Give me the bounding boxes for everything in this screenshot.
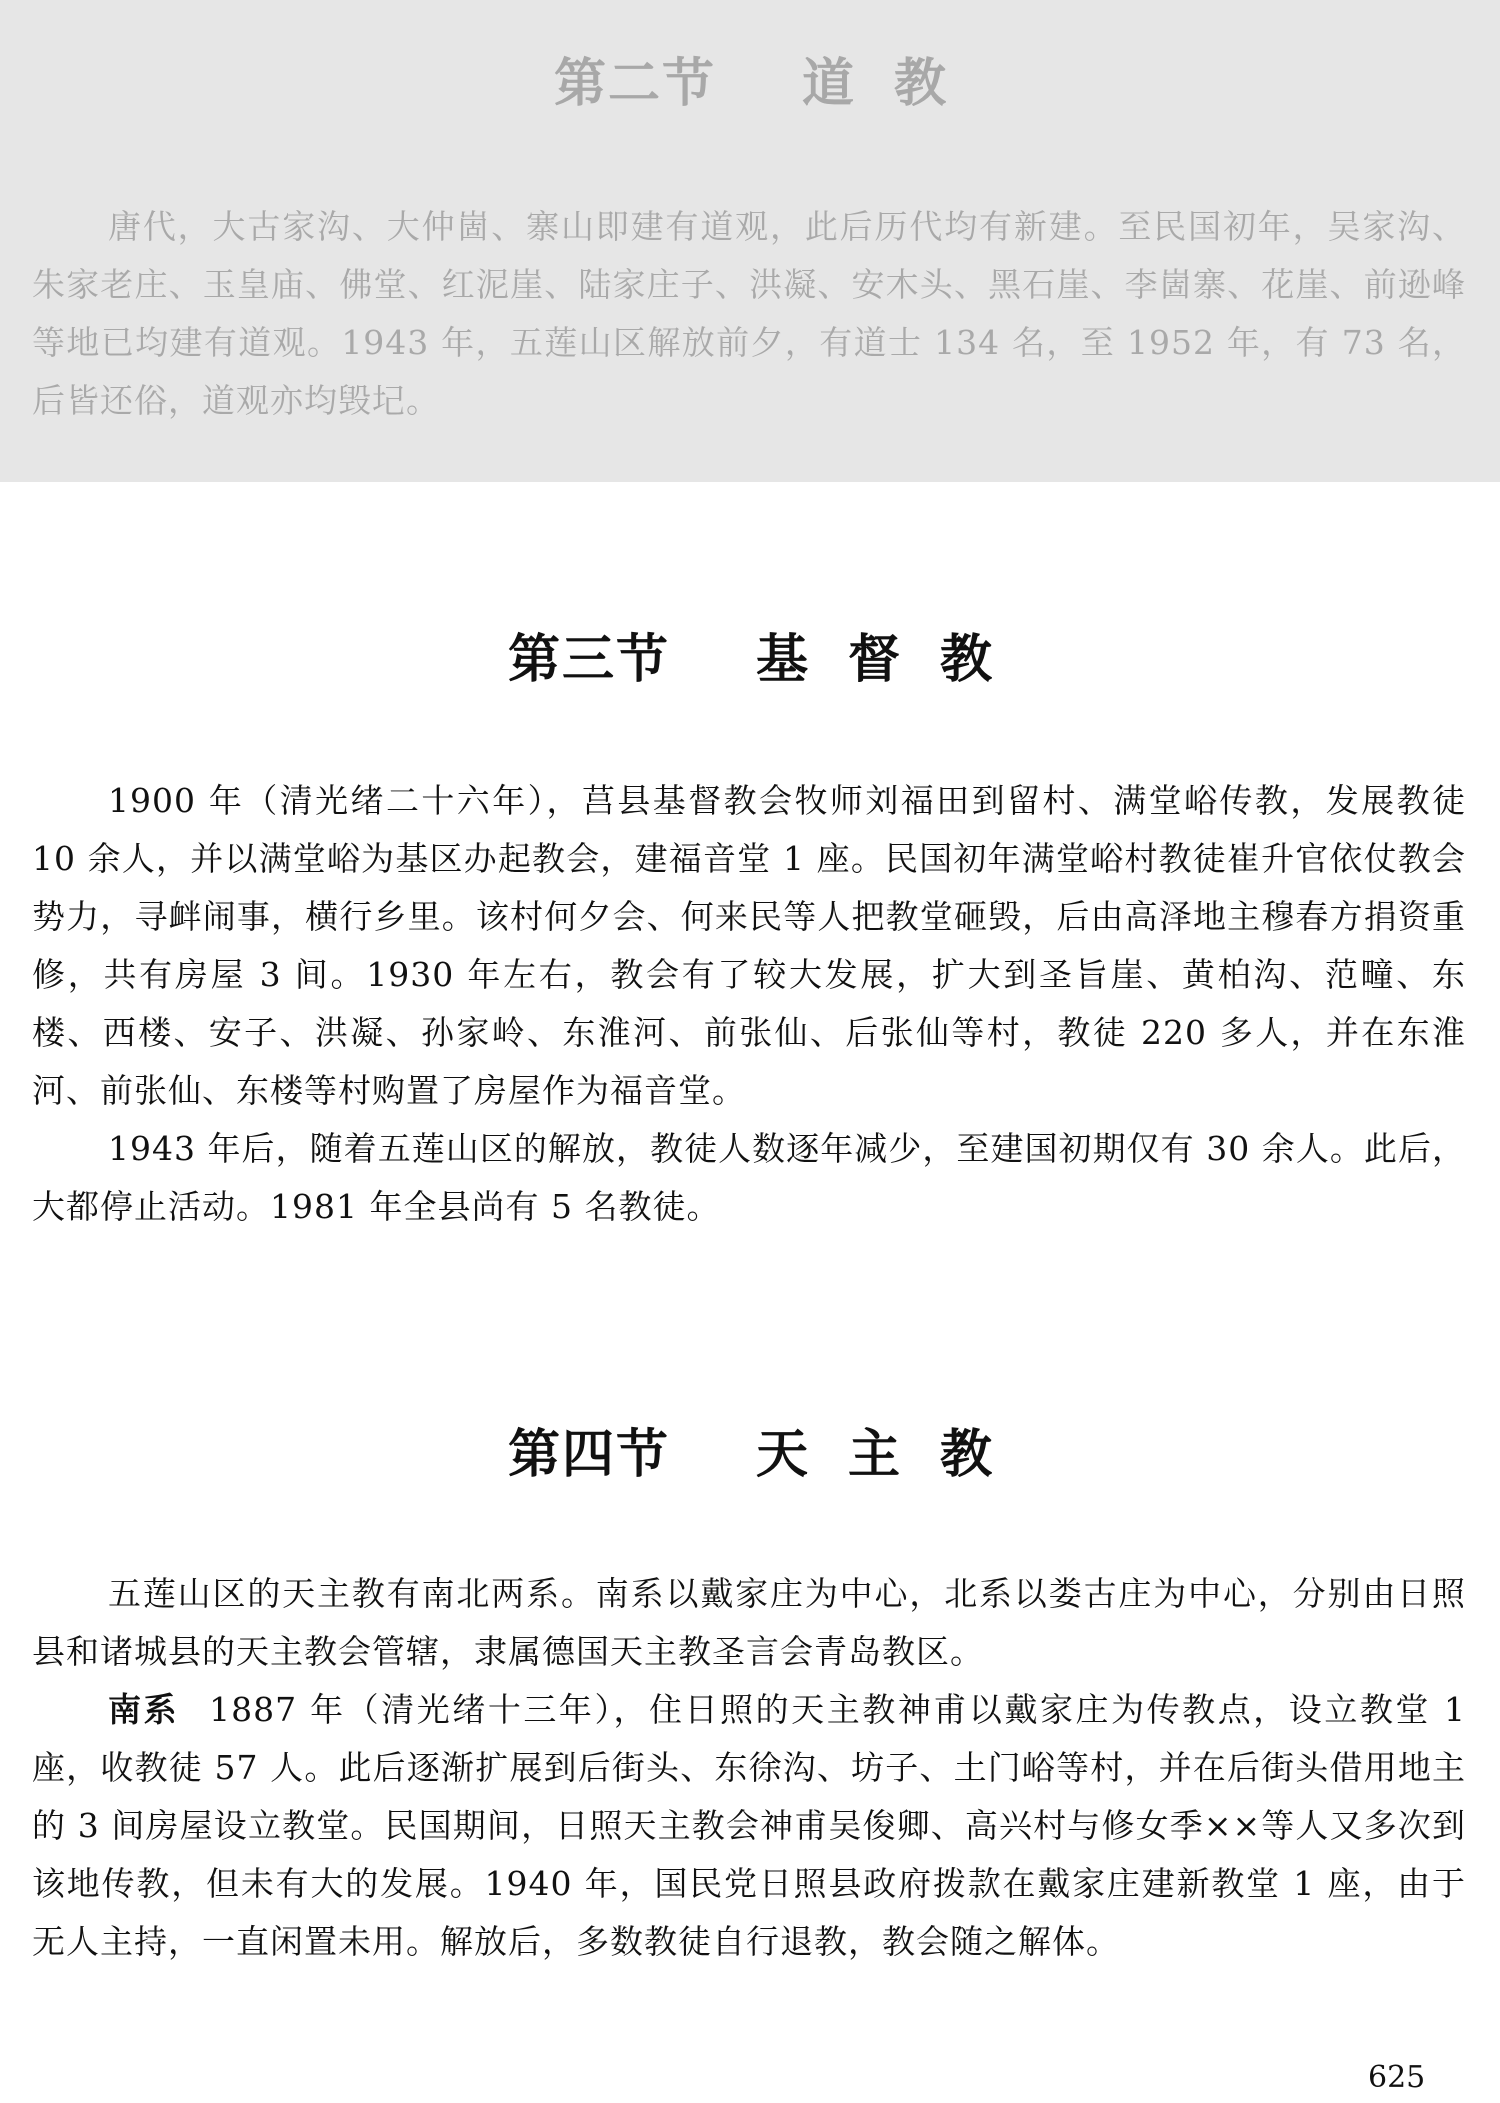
run-in-heading: 南系 <box>108 1690 180 1729</box>
section-heading-word: 天主教 <box>756 1424 1033 1485</box>
paragraph-south-branch <box>32 1681 1466 1971</box>
catholicism-body <box>32 1565 1466 1971</box>
paragraph: 五莲山区的天主教有南北两系。南系以戴家庄为中心，北系以娄古庄为中心，分别由日照县和诸城县的天主教会管辖，隶属德国天主教圣言会青岛教区。 <box>32 1574 1466 1671</box>
section-number: 第三节 <box>507 629 670 690</box>
paragraph: 1943 年后，随着五莲山区的解放，教徒人数逐年减少，至建国初期仅有 30 余人。此后，大都停止活动。1981 年全县尚有 5 名教徒。 <box>32 1129 1466 1226</box>
daoism-body <box>32 198 1466 430</box>
page-number: 625 <box>1368 2060 1426 2095</box>
section-heading-word: 基督教 <box>756 629 1033 690</box>
christianity-body <box>32 772 1466 1236</box>
section-heading-word: 道教 <box>802 53 987 114</box>
section-title-catholicism <box>0 1423 1500 1487</box>
section-title-christianity <box>0 628 1500 692</box>
faded-previous-section <box>0 0 1500 482</box>
section-number: 第四节 <box>507 1424 670 1485</box>
paragraph: 唐代，大古家沟、大仲崮、寨山即建有道观，此后历代均有新建。至民国初年，吴家沟、朱家老庄、玉皇庙、佛堂、红泥崖、陆家庄子、洪凝、安木头、黑石崖、李崮寨、花崖、前逊峰等地已均建有道观。1943 年，五莲山区解放前夕，有道士 134 名，至 1952 年，有 73 名，后皆还俗，道观亦均毁圮。 <box>32 207 1466 420</box>
section-title-daoism <box>0 52 1500 116</box>
section-number: 第二节 <box>553 53 716 114</box>
paragraph: 1900 年（清光绪二十六年），莒县基督教会牧师刘福田到留村、满堂峪传教，发展教徒 10 余人，并以满堂峪为基区办起教会，建福音堂 1 座。民国初年满堂峪村教徒崔升官依仗教会势力，寻衅闹事，横行乡里。该村何夕会、何来民等人把教堂砸毁，后由高泽地主穆春方捐资重修，共有房屋 3 间。1930 年左右，教会有了较大发展，扩大到圣旨崖、黄柏沟、范疃、东楼、西楼、安子、洪凝、孙家岭、东淮河、前张仙、后张仙等村，教徒 220 多人，并在东淮河、前张仙、东楼等村购置了房屋作为福音堂。 <box>32 781 1466 1110</box>
paragraph-text: 1887 年（清光绪十三年），住日照的天主教神甫以戴家庄为传教点，设立教堂 1 座，收教徒 57 人。此后逐渐扩展到后街头、东徐沟、坊子、土门峪等村，并在后街头借用地主的 3 间房屋设立教堂。民国期间，日照天主教会神甫吴俊卿、高兴村与修女季××等人又多次到该地传教，但未有大的发展。1940 年，国民党日照县政府拨款在戴家庄建新教堂 1 座，由于无人主持，一直闲置未用。解放后，多数教徒自行退教，教会随之解体。 <box>32 1690 1466 1961</box>
